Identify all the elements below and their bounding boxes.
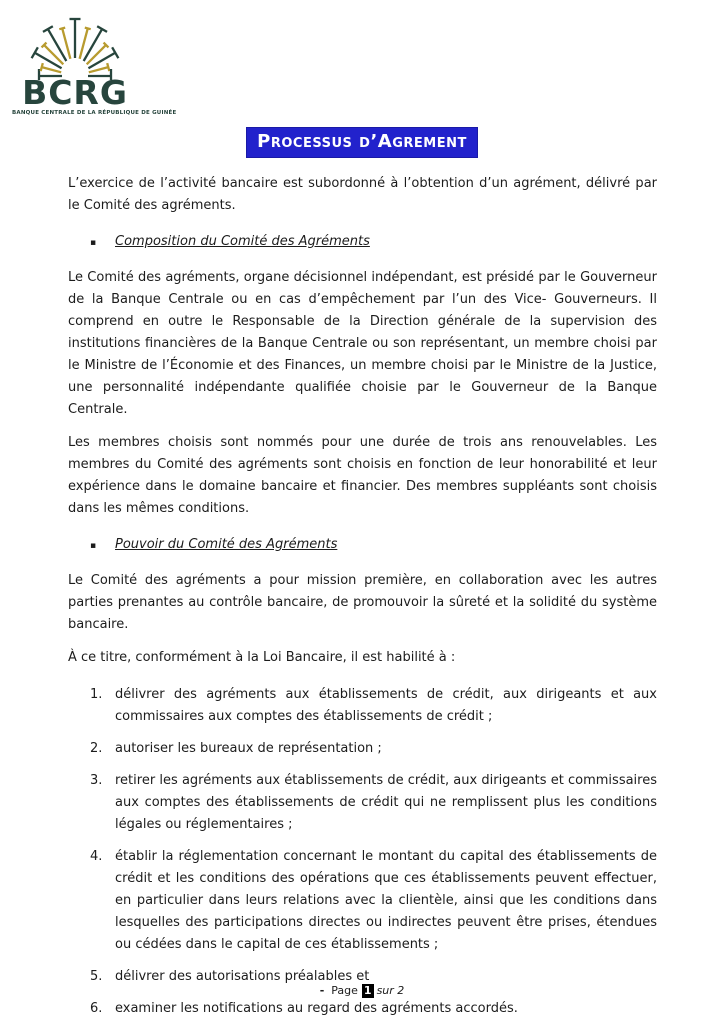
list-item xyxy=(90,998,657,1020)
list-text: délivrer des agréments aux établissements de crédit, aux dirigeants et aux commissaires aux comptes des établissements de crédit ; xyxy=(115,687,657,724)
numbered-list xyxy=(68,684,657,1020)
list-number: 4. xyxy=(90,849,103,864)
footer-page-count: sur 2 xyxy=(376,984,405,997)
list-text: délivrer des autorisations préalables et xyxy=(115,969,370,984)
list-number: 3. xyxy=(90,773,103,788)
page-title: Processus d’Agrement xyxy=(246,127,478,158)
sunburst-icon xyxy=(15,10,135,80)
section-heading-composition: Composition du Comité des Agréments xyxy=(115,234,370,249)
section-heading-row xyxy=(90,231,657,254)
list-item xyxy=(90,738,657,760)
list-text: établir la réglementation concernant le montant du capital des établissements de crédit et les conditions des opérations que ces établissements peuvent effectuer, en particulier dans leurs relations avec la clientèle, ainsi que les conditions dans lesquelles des participations directes ou indirectes peuvent être prises, étendues ou cédées dans le capital de ces établissements ; xyxy=(115,849,657,952)
list-text: autoriser les bureaux de représentation ; xyxy=(115,741,382,756)
page-number-field: 1 xyxy=(363,984,372,997)
intro-paragraph: L’exercice de l’activité bancaire est subordonné à l’obtention d’un agrément, délivré par le Comité des agréments. xyxy=(68,176,657,213)
paragraph: Le Comité des agréments a pour mission première, en collaboration avec les autres parties prenantes au contrôle bancaire, de promouvoir la sûreté et la solidité du système bancaire. xyxy=(68,573,657,632)
paragraph: Les membres choisis sont nommés pour une durée de trois ans renouvelables. Les membres du Comité des agréments sont choisis en fonction de leur honorabilité et leur expérience dans le domaine bancaire et financier. Des membres suppléants sont choisis dans les mêmes conditions. xyxy=(68,435,657,516)
bullet-square-icon: ▪ xyxy=(90,541,97,551)
list-item xyxy=(90,770,657,836)
footer-page-label: Page xyxy=(331,984,358,997)
section-heading-row xyxy=(90,534,657,557)
footer-dash: - xyxy=(319,984,325,997)
bcrg-logo xyxy=(12,10,177,116)
list-number: 1. xyxy=(90,687,103,702)
logo-tagline: BANQUE CENTRALE DE LA RÉPUBLIQUE DE GUINÉE xyxy=(12,110,177,116)
page-footer xyxy=(0,984,724,998)
logo-acronym: BCRG xyxy=(22,73,128,112)
list-number: 5. xyxy=(90,969,103,984)
list-text: retirer les agréments aux établissements de crédit, aux dirigeants et commissaires aux comptes des établissements de crédit qui ne remplissent plus les conditions légales ou réglementaires ; xyxy=(115,773,657,832)
bullet-square-icon: ▪ xyxy=(90,238,97,248)
habilitation-intro: À ce titre, conformément à la Loi Bancaire, il est habilité à : xyxy=(68,650,456,665)
section-heading-pouvoir: Pouvoir du Comité des Agréments xyxy=(115,537,338,552)
list-number: 6. xyxy=(90,1001,103,1016)
paragraph: Le Comité des agréments, organe décisionnel indépendant, est présidé par le Gouverneur de la Banque Centrale ou en cas d’empêchement par l’un des Vice- Gouverneurs. Il comprend en outre le Responsable de la Direction générale de la supervision des institutions financières de la Banque Centrale ou son représentant, un membre choisi par le Ministre de l’Économie et des Finances, un membre choisi par le Ministre de la Justice, une personnalité indépendante qualifiée choisie par le Gouverneur de la Banque Centrale. xyxy=(68,270,657,417)
document-body xyxy=(68,173,657,1020)
list-number: 2. xyxy=(90,741,103,756)
list-text: examiner les notifications au regard des agréments accordés. xyxy=(115,1001,518,1016)
list-item xyxy=(90,684,657,728)
list-item xyxy=(90,846,657,956)
